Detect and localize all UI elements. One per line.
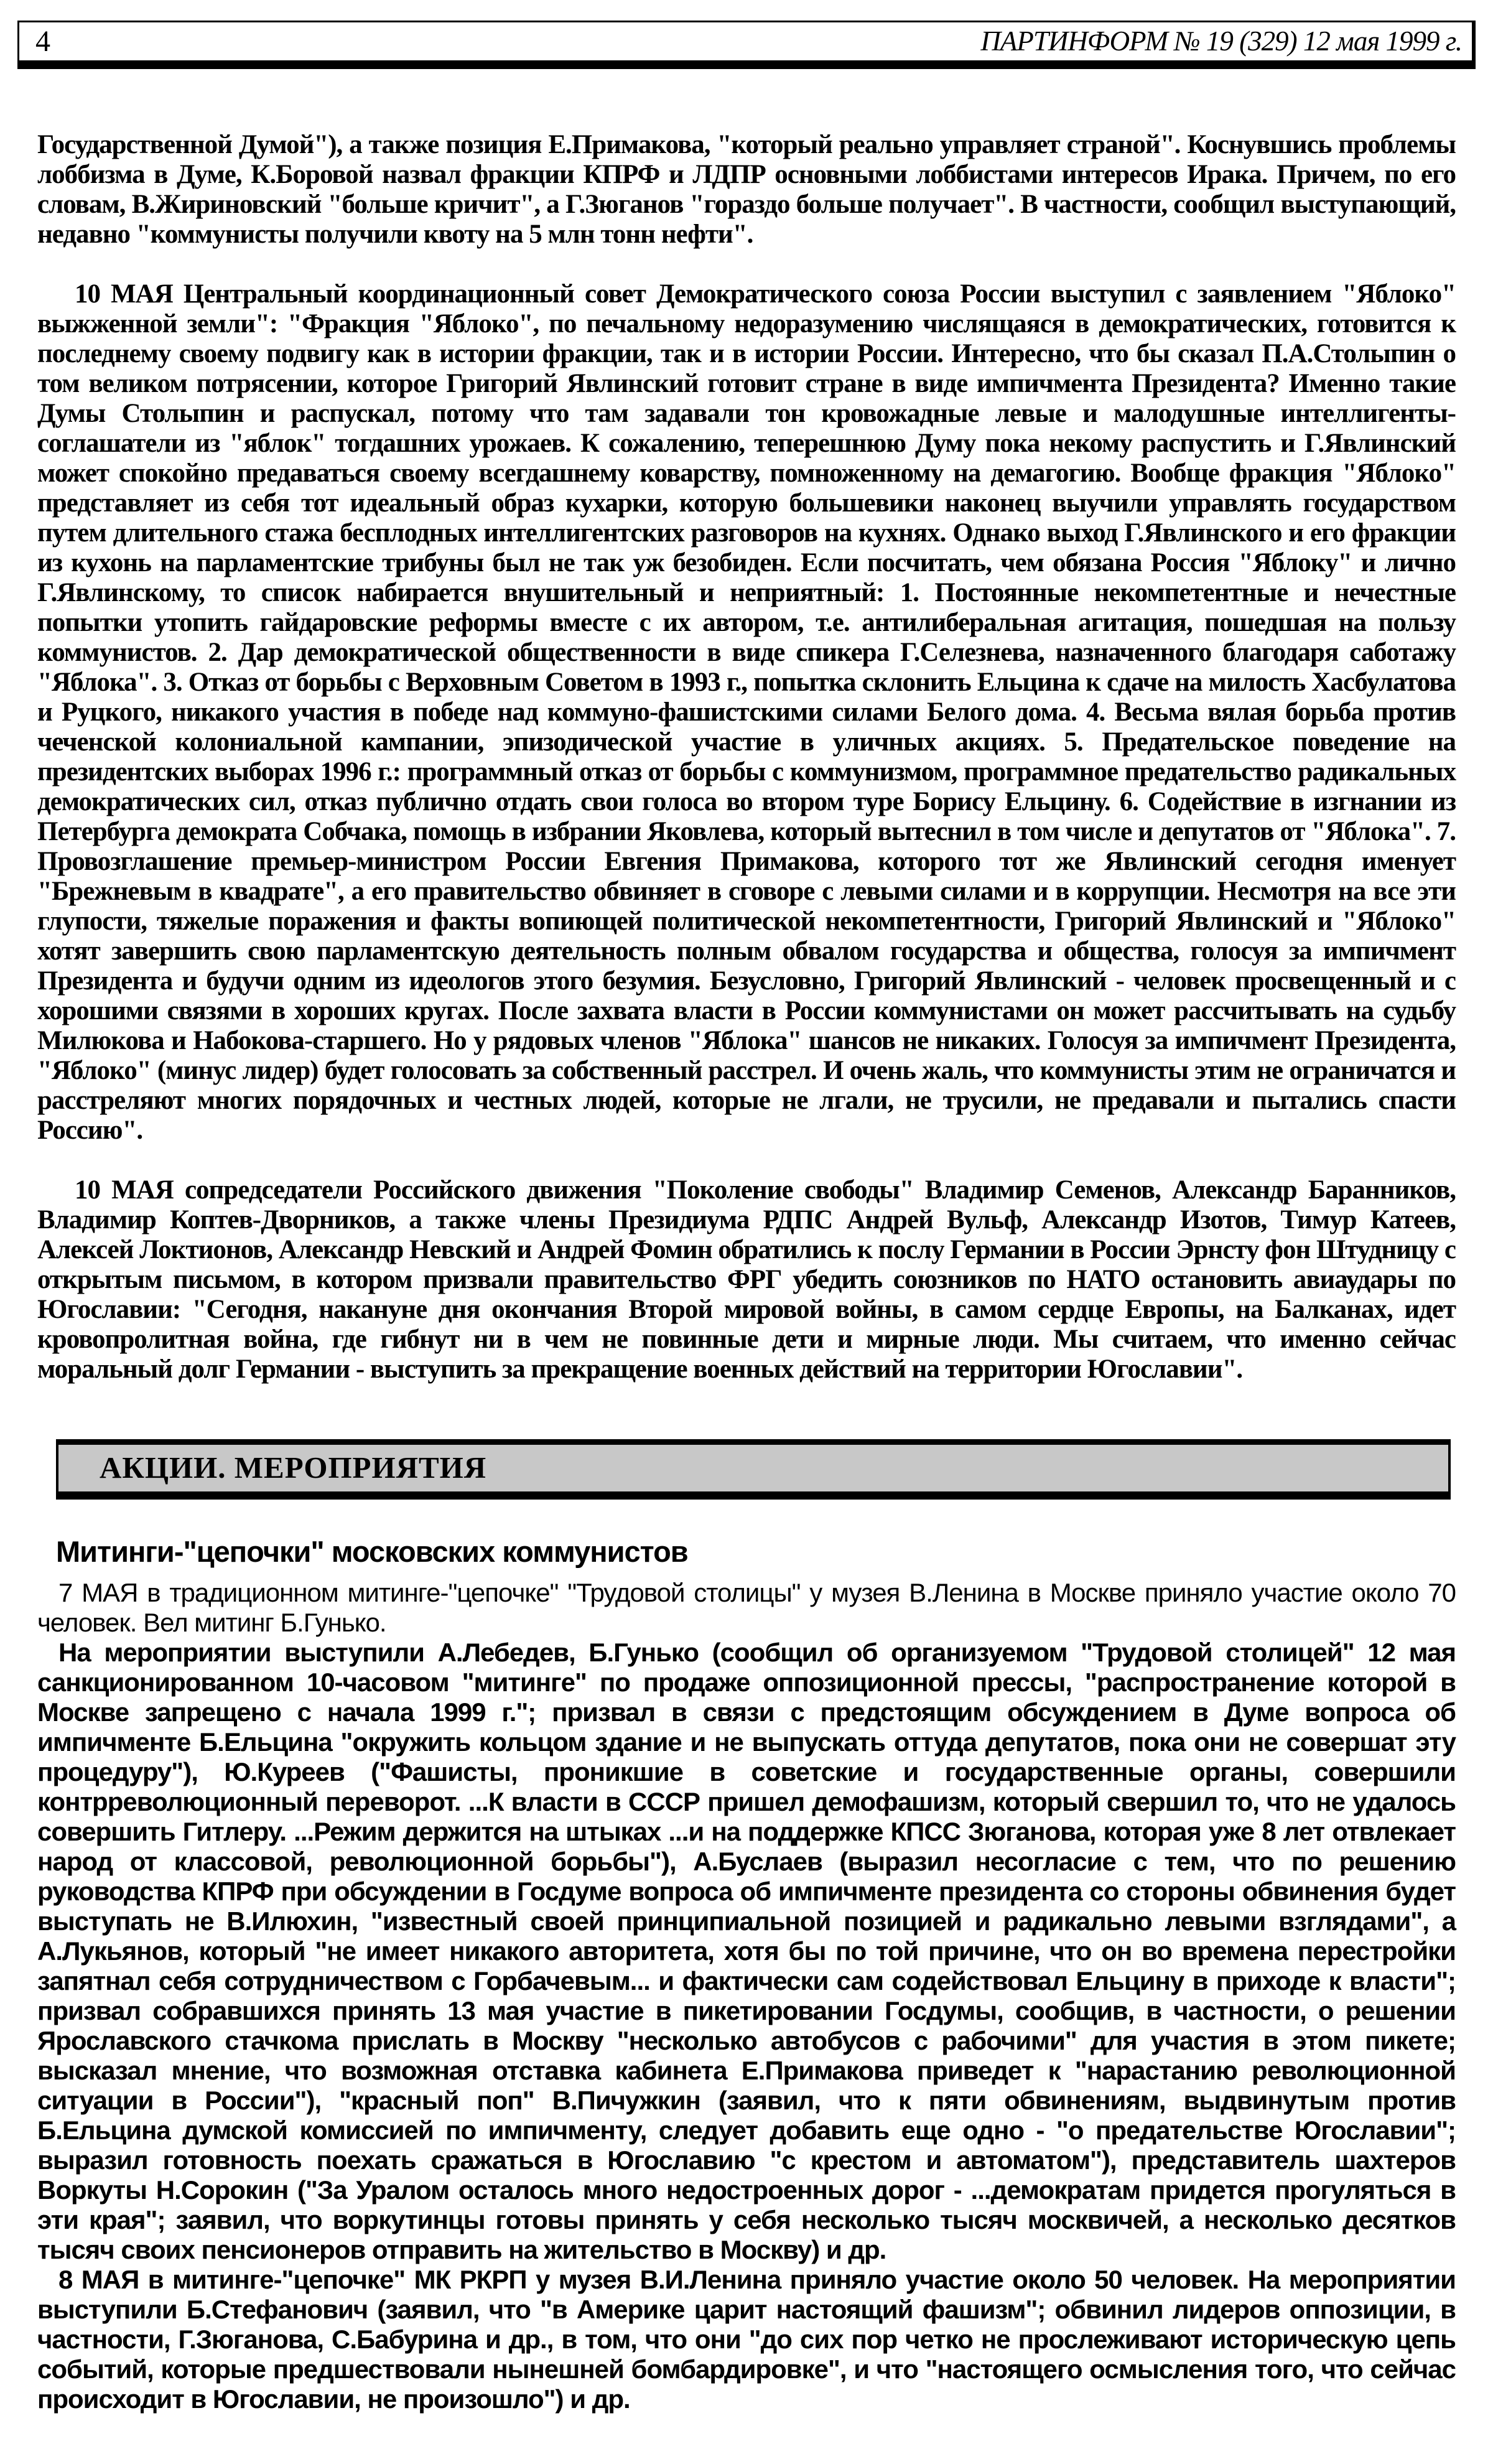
- section-title: АКЦИИ. МЕРОПРИЯТИЯ: [100, 1450, 487, 1485]
- article-paragraph-speakers: На мероприятии выступили А.Лебедев, Б.Гунько (сообщил об организуемом "Трудовой столицей" 12 мая санкционированном 10-часовом "митинге" по продаже оппозиционной прессы, "распространение которой в Москве запрещено с начала 1999 г."; призвал в связи с предстоящим обсуждением в Думе вопроса об импичменте Б.Ельцина "окружить кольцом здание и не выпускать оттуда депутатов, пока они не совершат эту процедуру"), Ю.Куреев ("Фашисты, проникшие в советские и государственные органы, совершили контрреволюционный переворот. ...К власти в СССР пришел демофашизм, который свершил то, что не удалось совершить Гитлеру. ...Режим держится на штыках ...и на поддержке КПСС Зюганова, которая уже 8 лет отвлекает народ от классовой, революционной борьбы"), А.Буслаев (выразил несогласие с тем, что по решению руководства КПРФ при обсуждении в Госдуме вопроса об импичменте президента со стороны обвинения будет выступать не В.Илюхин, "известный своей принципиальной позицией и радикально левыми взглядами", а А.Лукьянов, который "не имеет никакого авторитета, хотя бы по той причине, что он во времена перестройки запятнал себя сотрудничеством с Горбачевым... и фактически сам содействовал Ельцину в приходе к власти"; призвал собравшихся принять 13 мая участие в пикетировании Госдумы, сообщив, в частности, о решении Ярославского стачкома прислать в Москву "несколько автобусов с рабочими" для участия в этом пикете; высказал мнение, что возможная отставка кабинета Е.Примакова приведет к "нарастанию революционной ситуации в России"), "красный поп" В.Пичужкин (заявил, что к пяти обвинениям, выдвинутым против Б.Ельцина думской комиссией по импичменту, следует добавить еще одно - "о предательстве Югославии"; выразил готовность поехать сражаться в Югославию "с крестом и автоматом"), представитель шахтеров Воркуты Н.Сорокин ("За Уралом осталось много недостроенных дорог - ...демократам придется прогуляться в эти края"; заявил, что воркутинцы готовы принять у себя несколько тысяч москвичей, а несколько десятков тысяч своих пенсионеров отправить на жительство в Москву) и др.: [37, 1637, 1456, 2264]
- article-paragraph-may8: 8 МАЯ в митинге-"цепочке" МК РКРП у музея В.И.Ленина приняло участие около 50 человек. На мероприятии выступили Б.Стефанович (заявил, что "в Америке царит настоящий фашизм"; обвинил лидеров оппозиции, в частности, Г.Зюганова, С.Бабурина и др., в том, что они "до сих пор четко не прослеживают историческую цепь событий, которые предшествовали нынешней бомбардировке", и что "настоящего осмысления того, что сейчас происходит в Югославии, не произошло") и др.: [37, 2264, 1456, 2414]
- page-number: 4: [35, 24, 50, 58]
- article-heading: Митинги-"цепочки" московских коммунистов: [56, 1535, 688, 1568]
- lead-paragraph-open-letter: 10 МАЯ сопредседатели Российского движения "Поколение свободы" Владимир Семенов, Александр Баранников, Владимир Коптев-Дворников, а также члены Президиума РДПС Андрей Вульф, Александр Изотов, Тимур Катеев, Алексей Локтионов, Александр Невский и Андрей Фомин обратились к послу Германии в России Эрнсту фон Штудницу с открытым письмом, в котором призвали правительство ФРГ убедить союзников по НАТО остановить авиаудары по Югославии: "Сегодня, накануне дня окончания Второй мировой войны, в самом сердце Европы, на Балканах, идет кровопролитная война, где гибнут ни в чем не повинные дети и мирные люди. Мы считаем, что именно сейчас моральный долг Германии - выступить за прекращение военных действий на территории Югославии".: [37, 1175, 1456, 1384]
- lead-paragraph-demsoyuz-statement: 10 МАЯ Центральный координационный совет Демократического союза России выступил с заявлением "Яблоко" выжженной земли": "Фракция "Яблоко", по печальному недоразумению числящаяся в демократических, готовится к последнему своему подвигу как в истории фракции, так и в истории России. Интересно, что бы сказал П.А.Столыпин о том великом потрясении, которое Григорий Явлинский готовит стране в виде импичмента Президента? Именно такие Думы Столыпин и распускал, потому что там задавали тон кровожадные левые и малодушные интеллигенты-соглашатели из "яблок" тогдашних урожаев. К сожалению, теперешнюю Думу пока некому распустить и Г.Явлинский может спокойно предаваться своему всегдашнему коварству, помноженному на демагогию. Вообще фракция "Яблоко" представляет из себя тот идеальный образ кухарки, которую большевики наконец выучили управлять государством путем длительного стажа бесплодных интеллигентских разговоров на кухнях. Однако выход Г.Явлинского и его фракции из кухонь на парламентские трибуны был не так уж безобиден. Если посчитать, чем обязана Россия "Яблоку" и лично Г.Явлинскому, то список набирается внушительный и неприятный: 1. Постоянные некомпетентные и нечестные попытки утопить гайдаровские реформы вместе с их автором, т.е. антилиберальная агитация, пошедшая на пользу коммунистов. 2. Дар демократической общественности в виде спикера Г.Селезнева, назначенного благодаря саботажу "Яблока". 3. Отказ от борьбы с Верховным Советом в 1993 г., попытка склонить Ельцина к сдаче на милость Хасбулатова и Руцкого, никакого участия в победе над коммуно-фашистскими силами Белого дома. 4. Весьма вялая борьба против чеченской колониальной кампании, эпизодической участие в уличных акциях. 5. Предательское поведение на президентских выборах 1996 г.: программный отказ от борьбы с коммунизмом, программное предательство радикальных демократических сил, отказ публично отдать свои голоса во втором туре Борису Ельцину. 6. Содействие в изгнании из Петербурга демократа Собчака, помощь в избрании Яковлева, который вытеснил в том числе и депутатов от "Яблока". 7. Провозглашение премьер-министром России Евгения Примакова, которого тот же Явлинский сегодня именует "Брежневым в квадрате", а его правительство обвиняет в сговоре с левыми силами и в коррупции. Несмотря на все эти глупости, тяжелые поражения и факты вопиющей политической некомпетентности, Григорий Явлинский и "Яблоко" хотят завершить свою парламентскую деятельность полным обвалом государства и общества, голосуя за импичмент Президента и будучи одним из идеологов этого безумия. Безусловно, Григорий Явлинский - человек просвещенный и с хорошими связями в хороших кругах. После захвата власти в России коммунистами он может рассчитывать на судьбу Милюкова и Набокова-старшего. Но у рядовых членов "Яблока" шансов не никаких. Голосуя за импичмент Президента, "Яблоко" (минус лидер) будет голосовать за собственный расстрел. И очень жаль, что коммунисты этим не ограничатся и расстреляют многих порядочных и честных людей, которые не лгали, не трусили, не предавали и пытались спасти Россию".: [37, 279, 1456, 1145]
- page-header: [17, 21, 1476, 69]
- masthead-title: ПАРТИНФОРМ № 19 (329) 12 мая 1999 г.: [980, 26, 1462, 57]
- lead-paragraph-continuation: Государственной Думой"), а также позиция Е.Примакова, "который реально управляет страной". Коснувшись проблемы лоббизма в Думе, К.Боровой назвал фракции КПРФ и ЛДПР основными лоббистами интересов Ирака. Причем, по его словам, В.Жириновский "больше кричит", а Г.Зюганов "гораздо больше получает". В частности, сообщил выступающий, недавно "коммунисты получили квоту на 5 млн тонн нефти".: [37, 130, 1456, 249]
- section-banner: [56, 1439, 1451, 1500]
- article-paragraph-may7: 7 МАЯ в традиционном митинге-"цепочке" "Трудовой столицы" у музея В.Ленина в Москве приняло участие около 70 человек. Вел митинг Б.Гунько.: [37, 1577, 1456, 1637]
- page-body: [37, 130, 1456, 2414]
